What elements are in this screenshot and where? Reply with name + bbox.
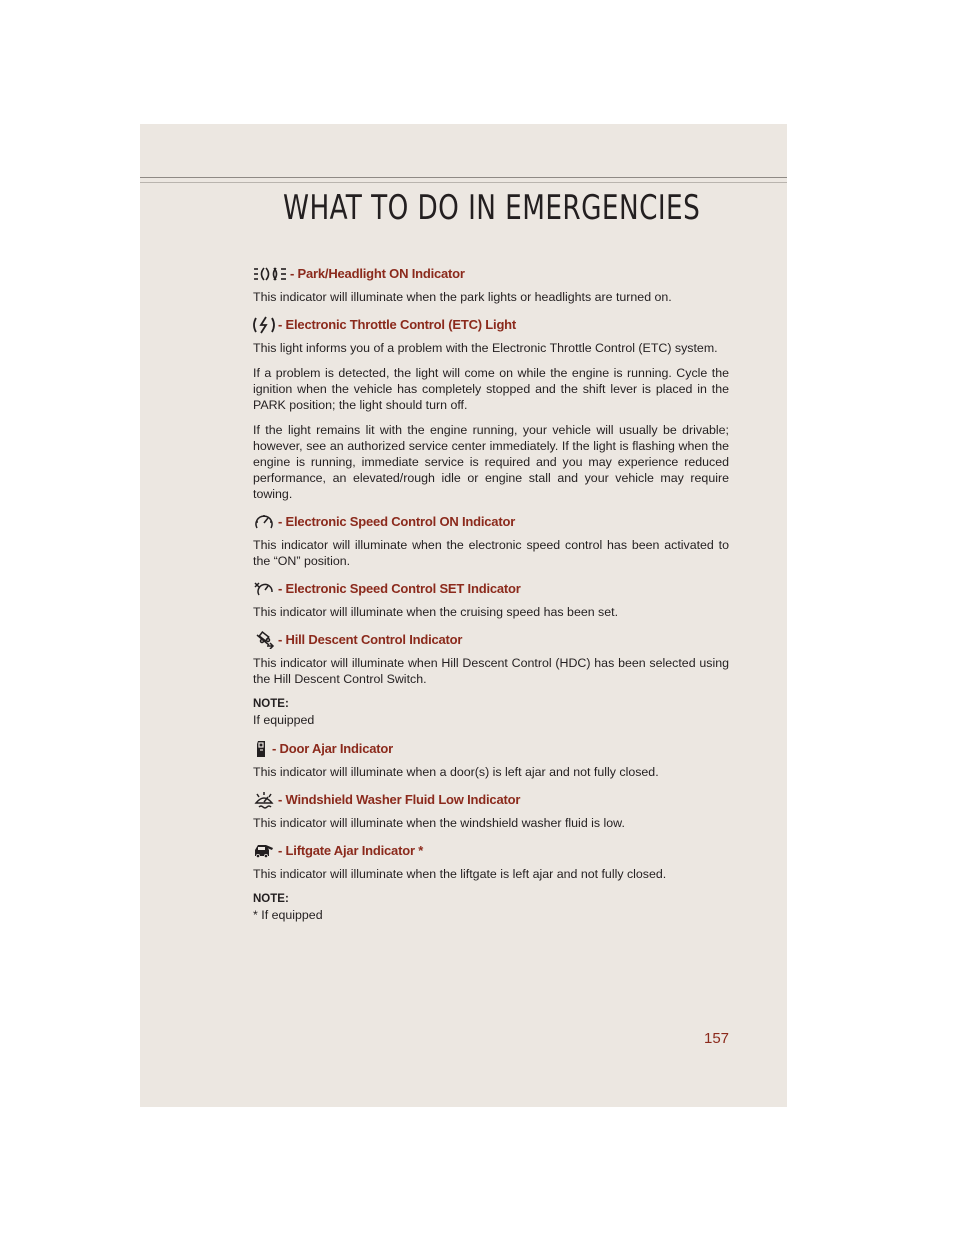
section-heading [253, 629, 729, 651]
section-paragraph: This indicator will illuminate when the electronic speed control has been activated to the “ON” position. [253, 538, 729, 568]
content [253, 263, 729, 933]
liftgate-ajar-icon [253, 842, 275, 860]
note-label: NOTE: [253, 698, 289, 710]
note-text: * If equipped [253, 908, 323, 922]
header-rule [140, 177, 787, 178]
hill-descent-icon [253, 631, 275, 649]
section-heading [253, 789, 729, 811]
section-heading [253, 840, 729, 862]
section-paragraph: This indicator will illuminate when the park lights or headlights are turned on. [253, 290, 672, 304]
section-paragraph: This indicator will illuminate when the liftgate is left ajar and not fully closed. [253, 867, 667, 881]
section-heading-text: - Liftgate Ajar Indicator * [278, 843, 424, 858]
section-washer-fluid [253, 789, 729, 831]
park-headlight-icon [253, 265, 287, 283]
section-paragraph: This indicator will illuminate when a door(s) is left ajar and not fully closed. [253, 765, 659, 779]
section-heading-text: - Door Ajar Indicator [272, 741, 393, 756]
chapter-title: WHAT TO DO IN EMERGENCIES [283, 188, 701, 228]
section-paragraph: This indicator will illuminate when the windshield washer fluid is low. [253, 816, 625, 830]
section-heading [253, 511, 729, 533]
section-heading-text: - Hill Descent Control Indicator [278, 632, 463, 647]
page-number: 157 [704, 1030, 730, 1047]
section-park-headlight [253, 263, 729, 305]
note-text: If equipped [253, 713, 315, 727]
section-speed-control-set [253, 578, 729, 620]
section-paragraph: If a problem is detected, the light will come on while the engine is running. Cycle the ignition when the vehicle has completely stopped and the shift lever is placed in the PARK position; the light should turn off. [253, 366, 729, 412]
header-rule-secondary [140, 182, 787, 183]
electronic-throttle-icon [253, 316, 275, 334]
section-heading-text: - Park/Headlight ON Indicator [290, 266, 465, 281]
section-heading [253, 738, 729, 760]
door-ajar-icon [253, 740, 269, 758]
section-speed-control-on [253, 511, 729, 569]
section-door-ajar [253, 738, 729, 780]
section-heading [253, 314, 729, 336]
section-liftgate-ajar [253, 840, 729, 923]
manual-page [140, 124, 787, 1107]
section-paragraph: This light informs you of a problem with the Electronic Throttle Control (ETC) system. [253, 341, 718, 355]
note-label: NOTE: [253, 893, 289, 905]
section-heading [253, 578, 729, 600]
speed-control-on-icon [253, 513, 275, 531]
section-heading-text: - Electronic Speed Control ON Indicator [278, 514, 516, 529]
section-paragraph: This indicator will illuminate when the cruising speed has been set. [253, 605, 619, 619]
section-paragraph: This indicator will illuminate when Hill Descent Control (HDC) has been selected using the Hill Descent Control Switch. [253, 656, 729, 686]
speed-control-set-icon [253, 580, 275, 598]
section-heading-text: - Electronic Throttle Control (ETC) Light [278, 317, 517, 332]
section-heading-text: - Electronic Speed Control SET Indicator [278, 581, 521, 596]
section-hill-descent [253, 629, 729, 728]
washer-fluid-icon [253, 791, 275, 809]
section-heading-text: - Windshield Washer Fluid Low Indicator [278, 792, 521, 807]
section-paragraph: If the light remains lit with the engine running, your vehicle will usually be drivable; however, see an authorized service center immediately. If the light is flashing when the engine is running, immediate service is required and you may experience reduced performance, an elevated/rough idle or engine stall and your vehicle may require towing. [253, 423, 729, 501]
section-etc [253, 314, 729, 502]
section-heading [253, 263, 729, 285]
